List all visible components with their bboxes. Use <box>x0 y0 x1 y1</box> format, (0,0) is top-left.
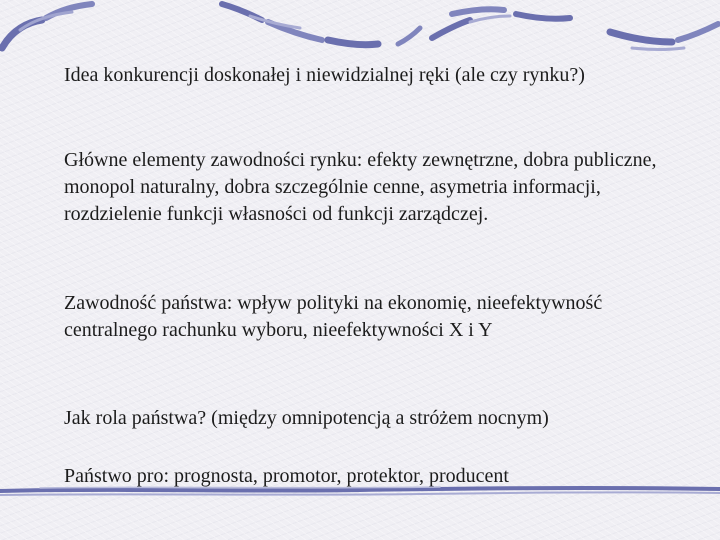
paragraph-state-failure: Zawodność państwa: wpływ polityki na ekonomię, nieefektywność centralnego rachunku wyboru, nieefektywności X i Y <box>64 292 603 341</box>
top-decorative-swoosh <box>0 0 720 60</box>
bottom-decorative-rule <box>0 480 720 504</box>
paragraph-state-pro: Państwo pro: prognosta, promotor, protektor, producent <box>64 465 509 487</box>
paragraph-perfect-competition: Idea konkurencji doskonałej i niewidzialnej ręki (ale czy rynku?) <box>64 64 585 86</box>
paragraph-market-failure: Główne elementy zawodności rynku: efekty zewnętrzne, dobra publiczne, monopol naturalny, dobra szczególnie cenne, asymetria informacji, rozdzielenie funkcji własności od funkcji zarządczej. <box>64 149 657 225</box>
paragraph-role-of-state: Jak rola państwa? (między omnipotencją a stróżem nocnym) <box>64 407 549 429</box>
